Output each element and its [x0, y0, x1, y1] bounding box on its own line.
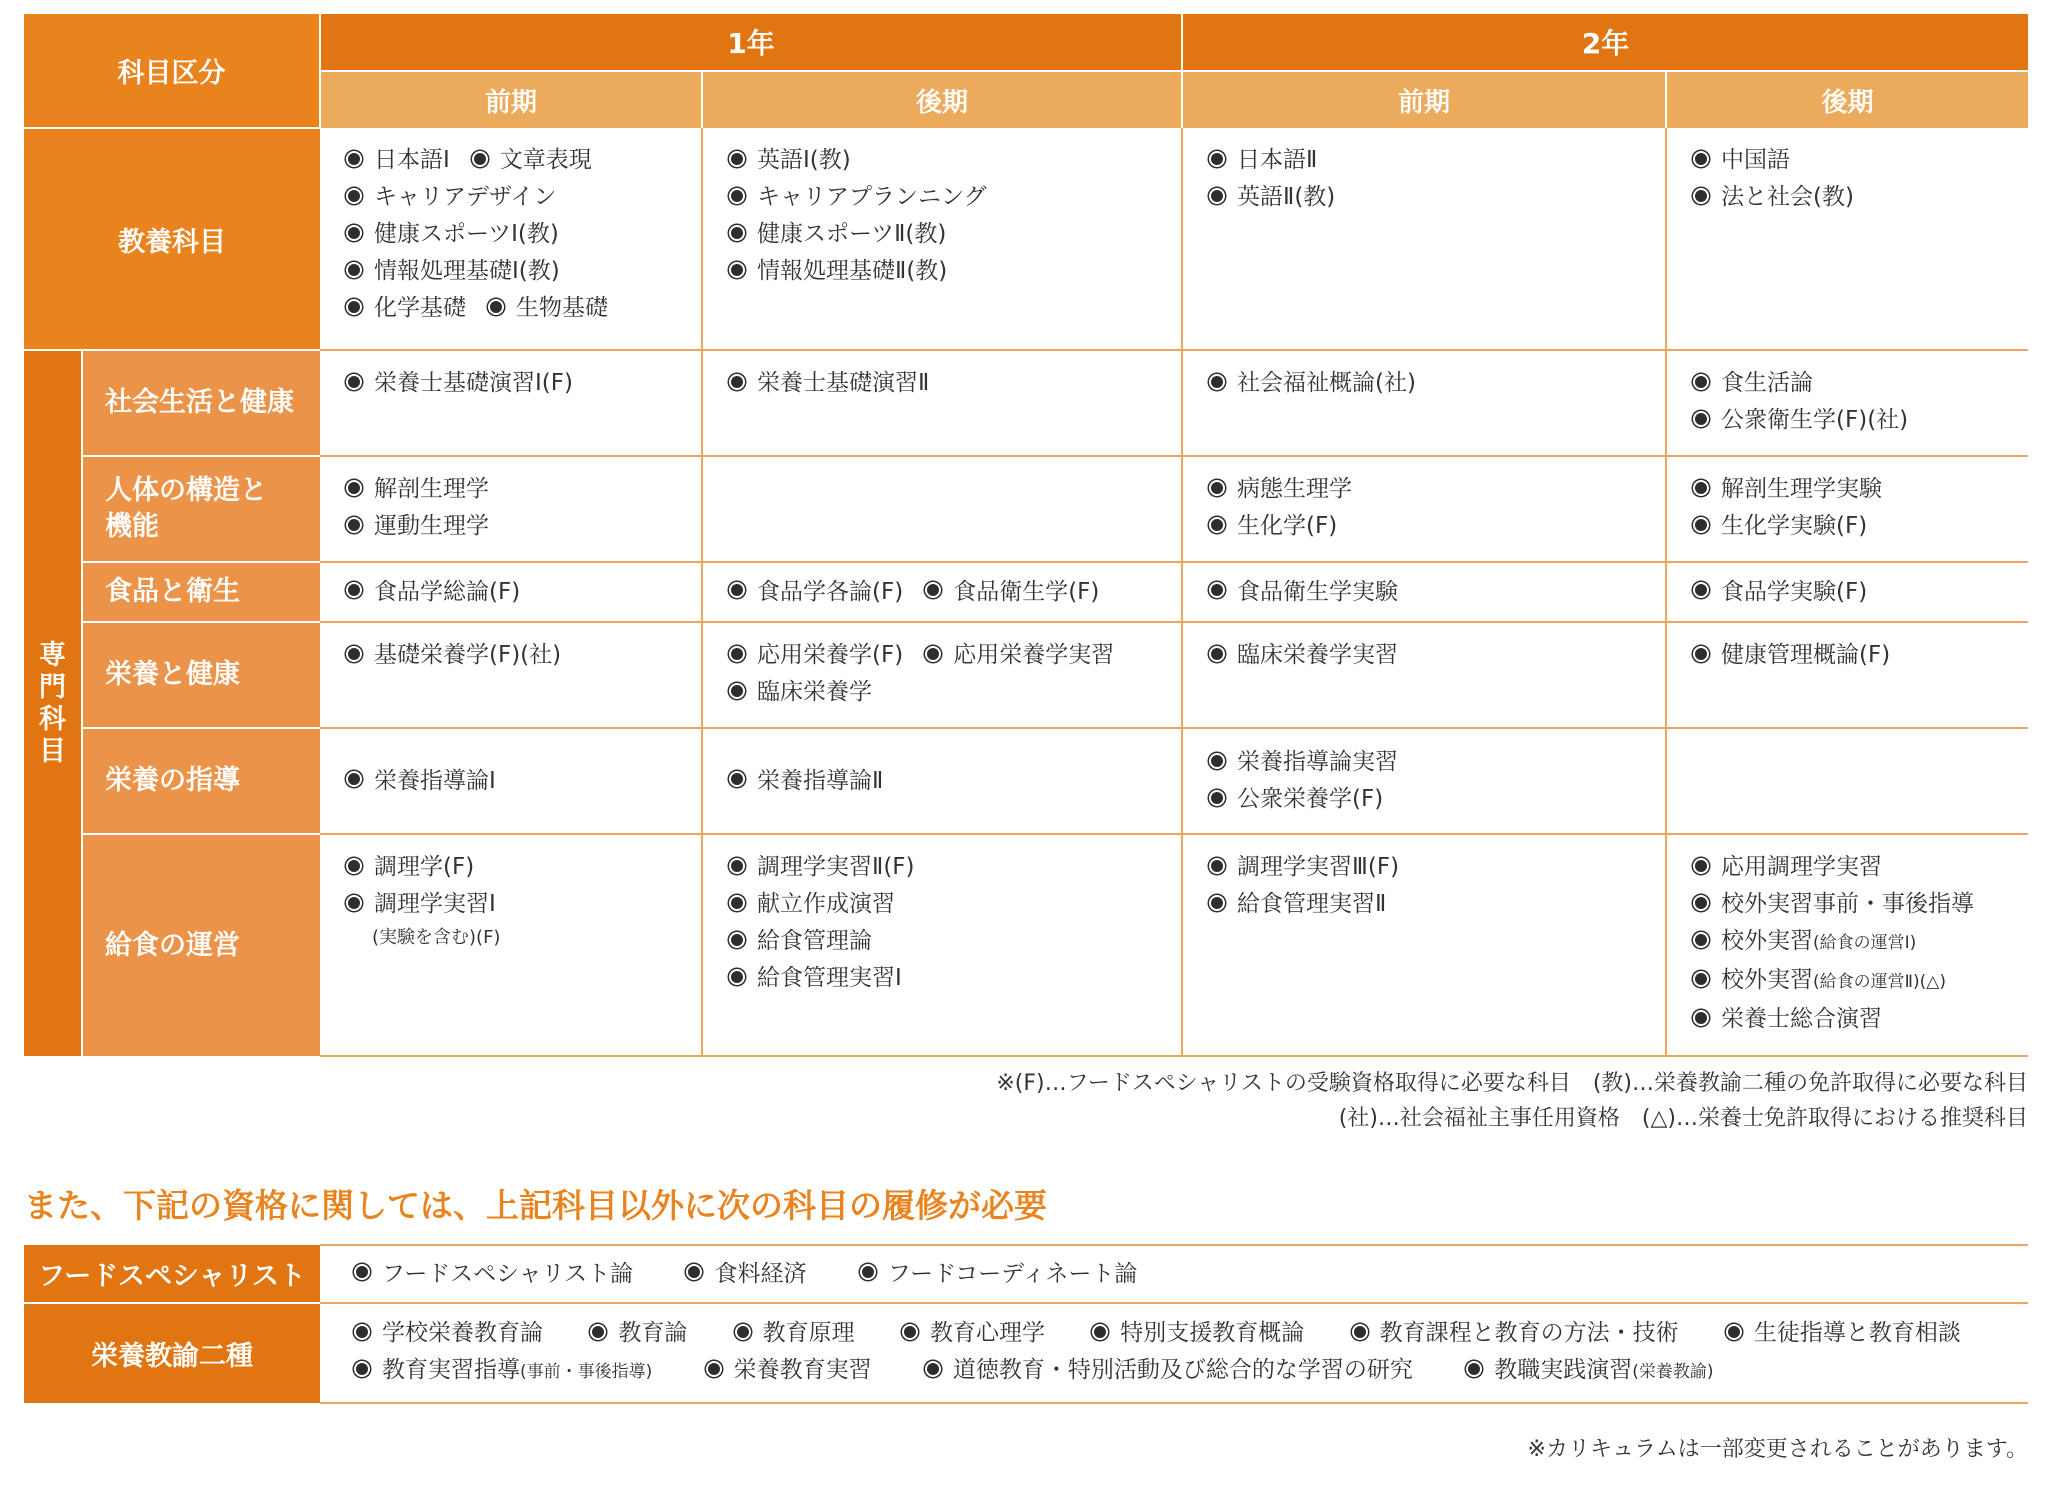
bullet-icon [1693, 411, 1709, 427]
bullet-icon [925, 582, 941, 598]
bullet-icon [346, 225, 362, 241]
subject-item: 臨床栄養学 [757, 679, 872, 705]
kyoyo-cell-3 [1666, 128, 2028, 350]
senmon-cell-3-0 [320, 622, 702, 728]
subject-line [346, 637, 701, 674]
subject-line [729, 179, 1181, 216]
subject-line [1209, 142, 1665, 179]
subject-line [729, 763, 1181, 800]
kyoyo-cell-1 [702, 128, 1182, 350]
subject-item: 基礎栄養学(F)(社) [374, 642, 562, 668]
subject-item: 臨床栄養学実習 [1237, 642, 1399, 668]
subject-item: 応用栄養学実習 [953, 642, 1115, 668]
bullet-icon [1693, 895, 1709, 911]
subject-item: 調理学実習Ⅱ(F) [757, 854, 915, 880]
bullet-icon [1209, 480, 1225, 496]
senmon-cell-5-2 [1182, 834, 1666, 1056]
kyoyo-cell-0 [320, 128, 702, 350]
subject-item: 校外実習(給食の運営Ⅱ)(△) [1693, 962, 2028, 1001]
subject-item: 献立作成演習 [757, 891, 895, 917]
term-2-koki: 後期 [1666, 71, 2028, 128]
subject-line [729, 637, 1181, 674]
subject-item: 生徒指導と教育相談 [1726, 1315, 1961, 1352]
bullet-icon [488, 299, 504, 315]
bullet-icon [1693, 374, 1709, 390]
bullet-icon [1209, 790, 1225, 806]
subject-item: 教育原理 [735, 1315, 855, 1352]
eiyo-kyoyu-label: 栄養教諭二種 [24, 1303, 320, 1403]
subject-item: 健康管理概論(F) [1721, 642, 1891, 668]
subject-item: 教職実践演習(栄養教諭) [1466, 1352, 1713, 1391]
bullet-icon [1209, 374, 1225, 390]
subject-line [346, 179, 701, 216]
subject-line [729, 960, 1181, 997]
bullet-icon [472, 151, 488, 167]
subject-item: 健康スポーツⅡ(教) [757, 221, 947, 247]
bullet-icon [686, 1264, 702, 1280]
bullet-icon [1209, 646, 1225, 662]
category-kyoyo: 教養科目 [24, 128, 320, 350]
subject-item: 情報処理基礎Ⅱ(教) [757, 258, 948, 284]
subject-line [729, 216, 1181, 253]
subject-item: 社会福祉概論(社) [1237, 370, 1416, 396]
subject-line [1693, 179, 2028, 216]
subject-item: 学校栄養教育論 [354, 1315, 543, 1352]
subject-item: 中国語 [1721, 147, 1791, 173]
subject-line [1209, 471, 1665, 508]
subject-line [1209, 886, 1665, 923]
subject-line [1693, 574, 2028, 611]
year-1-header: 1年 [320, 14, 1182, 71]
bullet-icon [1693, 582, 1709, 598]
subject-item: キャリアデザイン [374, 184, 557, 210]
subject-item: 栄養士基礎演習Ⅰ(F) [374, 370, 573, 396]
senmon-cell-2-1 [702, 562, 1182, 622]
legend-note-2: (社)…社会福祉主事任用資格 (△)…栄養士免許取得における推奨科目 [1338, 1106, 2028, 1131]
bullet-icon [1209, 582, 1225, 598]
category-shakai: 社会生活と健康 [82, 350, 320, 456]
food-specialist-items [320, 1245, 2028, 1303]
category-eiyo-shido: 栄養の指導 [82, 728, 320, 834]
subject-line [729, 253, 1181, 290]
term-2-zenki: 前期 [1182, 71, 1666, 128]
subject-item: 給食管理論 [757, 928, 872, 954]
subject-line [1693, 142, 2028, 179]
senmon-cell-1-0 [320, 456, 702, 562]
bullet-icon [729, 225, 745, 241]
bullet-icon [1209, 151, 1225, 167]
practice-note: (給食の運営Ⅱ)(△) [1813, 972, 1946, 992]
subject-item: 教育論 [590, 1315, 687, 1352]
subject-item: 栄養教育実習 [706, 1352, 872, 1389]
subject-item: 食品学実験(F) [1721, 578, 1868, 605]
bullet-icon [706, 1361, 722, 1377]
subject-item: 教育実習指導(事前・事後指導) [354, 1352, 652, 1391]
subject-line [1693, 365, 2028, 402]
subject-item: 運動生理学 [374, 513, 489, 539]
subject-sub-note: (実験を含む)(F) [372, 927, 501, 948]
bullet-icon [346, 771, 362, 787]
subject-item: 食生活論 [1721, 370, 1814, 396]
subject-item: 栄養指導論Ⅱ [757, 767, 884, 794]
bullet-icon [346, 517, 362, 533]
subject-line [346, 216, 701, 253]
senmon-cell-4-0 [320, 728, 702, 834]
bullet-icon [729, 895, 745, 911]
legend-note-1: ※(F)…フードスペシャリストの受験資格取得に必要な科目 (教)…栄養教諭二種の免許取得に必要な科目 [996, 1071, 2028, 1096]
subject-item: 公衆衛生学(F)(社) [1721, 407, 1909, 433]
subject-line [346, 763, 701, 800]
senmon-cell-0-1 [702, 350, 1182, 456]
category-senmon [24, 350, 82, 1056]
subject-item: 健康スポーツⅠ(教) [374, 221, 559, 247]
senmon-cell-4-2 [1182, 728, 1666, 834]
subject-line [729, 923, 1181, 960]
bullet-icon [346, 299, 362, 315]
senmon-cell-4-1 [702, 728, 1182, 834]
subject-line [346, 471, 701, 508]
subject-line [729, 886, 1181, 923]
bullet-icon [729, 188, 745, 204]
bullet-icon [1693, 480, 1709, 496]
subject-item: 栄養士基礎演習Ⅱ [757, 370, 930, 396]
subject-line [1693, 508, 2028, 545]
subject-line [1209, 574, 1665, 611]
bullet-icon [354, 1264, 370, 1280]
subject-line [729, 849, 1181, 886]
senmon-cell-1-1 [702, 456, 1182, 562]
eiyo-kyoyu-items [320, 1303, 2028, 1403]
bullet-icon [346, 582, 362, 598]
bullet-icon [1466, 1361, 1482, 1377]
subject-item: キャリアプランニング [757, 184, 987, 210]
senmon-label-char: 専 [39, 639, 66, 671]
bullet-icon [346, 374, 362, 390]
bullet-icon [729, 969, 745, 985]
year-2-header: 2年 [1182, 14, 2028, 71]
subject-line [1693, 471, 2028, 508]
subject-line [346, 365, 701, 402]
term-1-koki: 後期 [702, 71, 1182, 128]
subject-line [1209, 637, 1665, 674]
bullet-icon [1693, 1010, 1709, 1026]
bullet-icon [729, 646, 745, 662]
bullet-icon [1209, 895, 1225, 911]
subject-item: 情報処理基礎Ⅰ(教) [374, 258, 560, 284]
subject-item: 調理学実習Ⅲ(F) [1237, 854, 1400, 880]
bullet-icon [1693, 151, 1709, 167]
subject-item: 栄養指導論Ⅰ [374, 767, 496, 794]
bullet-icon [729, 151, 745, 167]
bullet-icon [729, 932, 745, 948]
senmon-cell-2-2 [1182, 562, 1666, 622]
bullet-icon [860, 1264, 876, 1280]
bullet-icon [1209, 753, 1225, 769]
subject-line [1209, 508, 1665, 545]
bullet-icon [346, 858, 362, 874]
bullet-icon [1209, 517, 1225, 533]
subject-line [1209, 179, 1665, 216]
senmon-cell-1-3 [1666, 456, 2028, 562]
subject-item: 応用調理学実習 [1693, 849, 2028, 886]
footer-note: ※カリキュラムは一部変更されることがあります。 [1527, 1437, 2028, 1462]
bullet-icon [729, 771, 745, 787]
senmon-cell-5-1 [702, 834, 1182, 1056]
category-shokuhin: 食品と衛生 [82, 562, 320, 622]
item-note: (事前・事後指導) [520, 1362, 653, 1382]
bullet-icon [346, 262, 362, 278]
bullet-icon [590, 1324, 606, 1340]
senmon-label [39, 640, 66, 767]
bullet-icon [346, 151, 362, 167]
bullet-icon [925, 646, 941, 662]
category-jintai-line2: 機能 [105, 511, 159, 542]
subject-line [729, 365, 1181, 402]
bullet-icon [1092, 1324, 1108, 1340]
subject-line [729, 674, 1181, 711]
bullet-icon [1693, 188, 1709, 204]
bullet-icon [354, 1324, 370, 1340]
senmon-cell-3-3 [1666, 622, 2028, 728]
food-specialist-label: フードスペシャリスト [24, 1245, 320, 1303]
senmon-cell-2-0 [320, 562, 702, 622]
bullet-icon [346, 188, 362, 204]
bullet-icon [346, 646, 362, 662]
category-kyushoku: 給食の運営 [82, 834, 320, 1056]
subject-item: 公衆栄養学(F) [1237, 786, 1384, 812]
bullet-icon [346, 480, 362, 496]
senmon-cell-0-3 [1666, 350, 2028, 456]
subject-line [1209, 849, 1665, 886]
subject-item: 解剖生理学 [374, 476, 489, 502]
subject-item: 化学基礎 [374, 295, 466, 321]
senmon-cell-0-0 [320, 350, 702, 456]
subject-item: 給食管理実習Ⅰ [757, 965, 902, 991]
subject-item: 調理学実習Ⅰ [346, 886, 701, 923]
subject-item: 教育心理学 [902, 1315, 1045, 1352]
category-jintai-line1: 人体の構造と [105, 475, 267, 506]
subject-item: 校外実習事前・事後指導 [1693, 886, 2028, 923]
senmon-cell-2-3 [1666, 562, 2028, 622]
subject-item: 栄養士総合演習 [1693, 1001, 2028, 1038]
senmon-cell-3-2 [1182, 622, 1666, 728]
bullet-icon [925, 1361, 941, 1377]
bullet-icon [729, 858, 745, 874]
senmon-label-char: 科 [39, 703, 66, 735]
subject-item: 道徳教育・特別活動及び総合的な学習の研究 [925, 1352, 1413, 1389]
subject-item: 食品学総論(F) [374, 578, 521, 605]
bullet-icon [354, 1361, 370, 1377]
senmon-cell-5-3 [1666, 834, 2028, 1056]
subject-item: 給食管理実習Ⅱ [1237, 891, 1387, 917]
senmon-cell-5-0 [320, 834, 702, 1056]
bullet-icon [1693, 971, 1709, 987]
subject-item: 病態生理学 [1237, 476, 1353, 502]
subject-item: 日本語Ⅱ [1237, 147, 1318, 173]
subject-item: 調理学(F) [346, 849, 701, 886]
bullet-icon [729, 374, 745, 390]
subject-line [346, 142, 701, 179]
subject-item: フードコーディネート論 [860, 1256, 1138, 1293]
subject-line [1693, 402, 2028, 439]
subject-item: 法と社会(教) [1721, 184, 1854, 210]
senmon-label-char: 目 [39, 735, 66, 767]
senmon-cell-1-2 [1182, 456, 1666, 562]
additional-heading: また、下記の資格に関しては、上記科目以外に次の科目の履修が必要 [24, 1186, 1047, 1225]
bullet-icon [735, 1324, 751, 1340]
subject-line [729, 142, 1181, 179]
kyoyo-cell-2 [1182, 128, 1666, 350]
bullet-icon [1209, 188, 1225, 204]
subject-item: 栄養指導論実習 [1237, 749, 1399, 775]
subject-item: 教育課程と教育の方法・技術 [1352, 1315, 1679, 1352]
subject-line [346, 508, 701, 545]
bullet-icon [902, 1324, 918, 1340]
subject-item: 生物基礎 [516, 295, 608, 321]
subject-item: 応用栄養学(F) [757, 642, 904, 668]
subject-item: 食品衛生学(F) [953, 578, 1100, 605]
practice-note: (給食の運営Ⅰ) [1813, 933, 1917, 953]
subject-item: 英語Ⅱ(教) [1237, 184, 1336, 210]
subject-line [729, 574, 1181, 611]
item-note: (栄養教諭) [1632, 1362, 1714, 1382]
subject-line [346, 290, 701, 327]
subject-item: 校外実習(給食の運営Ⅰ) [1693, 923, 2028, 962]
subject-item: フードスペシャリスト論 [354, 1256, 633, 1293]
bullet-icon [1693, 932, 1709, 948]
subject-line [1209, 744, 1665, 781]
subject-line [1209, 781, 1665, 818]
bullet-icon [1726, 1324, 1742, 1340]
senmon-cell-4-3 [1666, 728, 2028, 834]
subject-line [1693, 637, 2028, 674]
term-1-zenki: 前期 [320, 71, 702, 128]
senmon-label-char: 門 [39, 671, 66, 703]
bullet-icon [729, 582, 745, 598]
subject-item: 特別支援教育概論 [1092, 1315, 1304, 1352]
subject-item: 文章表現 [499, 147, 592, 173]
category-jintai [82, 456, 320, 562]
subject-item: 日本語Ⅰ [374, 147, 450, 173]
bullet-icon [1352, 1324, 1368, 1340]
category-eiyo-kenko: 栄養と健康 [82, 622, 320, 728]
subject-item: 食品衛生学実験 [1237, 578, 1399, 605]
corner-label: 科目区分 [24, 14, 320, 128]
curriculum-table [24, 14, 2028, 1057]
senmon-cell-0-2 [1182, 350, 1666, 456]
subject-item: 解剖生理学実験 [1721, 476, 1883, 502]
subject-line [1209, 365, 1665, 402]
subject-item: 食料経済 [686, 1256, 806, 1293]
bullet-icon [346, 895, 362, 911]
bullet-icon [1693, 517, 1709, 533]
bullet-icon [729, 262, 745, 278]
bullet-icon [729, 683, 745, 699]
subject-line [346, 253, 701, 290]
subject-item: 食品学各論(F) [757, 578, 904, 605]
subject-item: 生化学実験(F) [1721, 513, 1868, 539]
bullet-icon [1693, 858, 1709, 874]
subject-item: 英語Ⅰ(教) [757, 147, 851, 173]
subject-line [346, 574, 701, 611]
bullet-icon [1693, 646, 1709, 662]
subject-item: 生化学(F) [1237, 513, 1338, 539]
additional-table [24, 1244, 2028, 1404]
senmon-cell-3-1 [702, 622, 1182, 728]
bullet-icon [1209, 858, 1225, 874]
